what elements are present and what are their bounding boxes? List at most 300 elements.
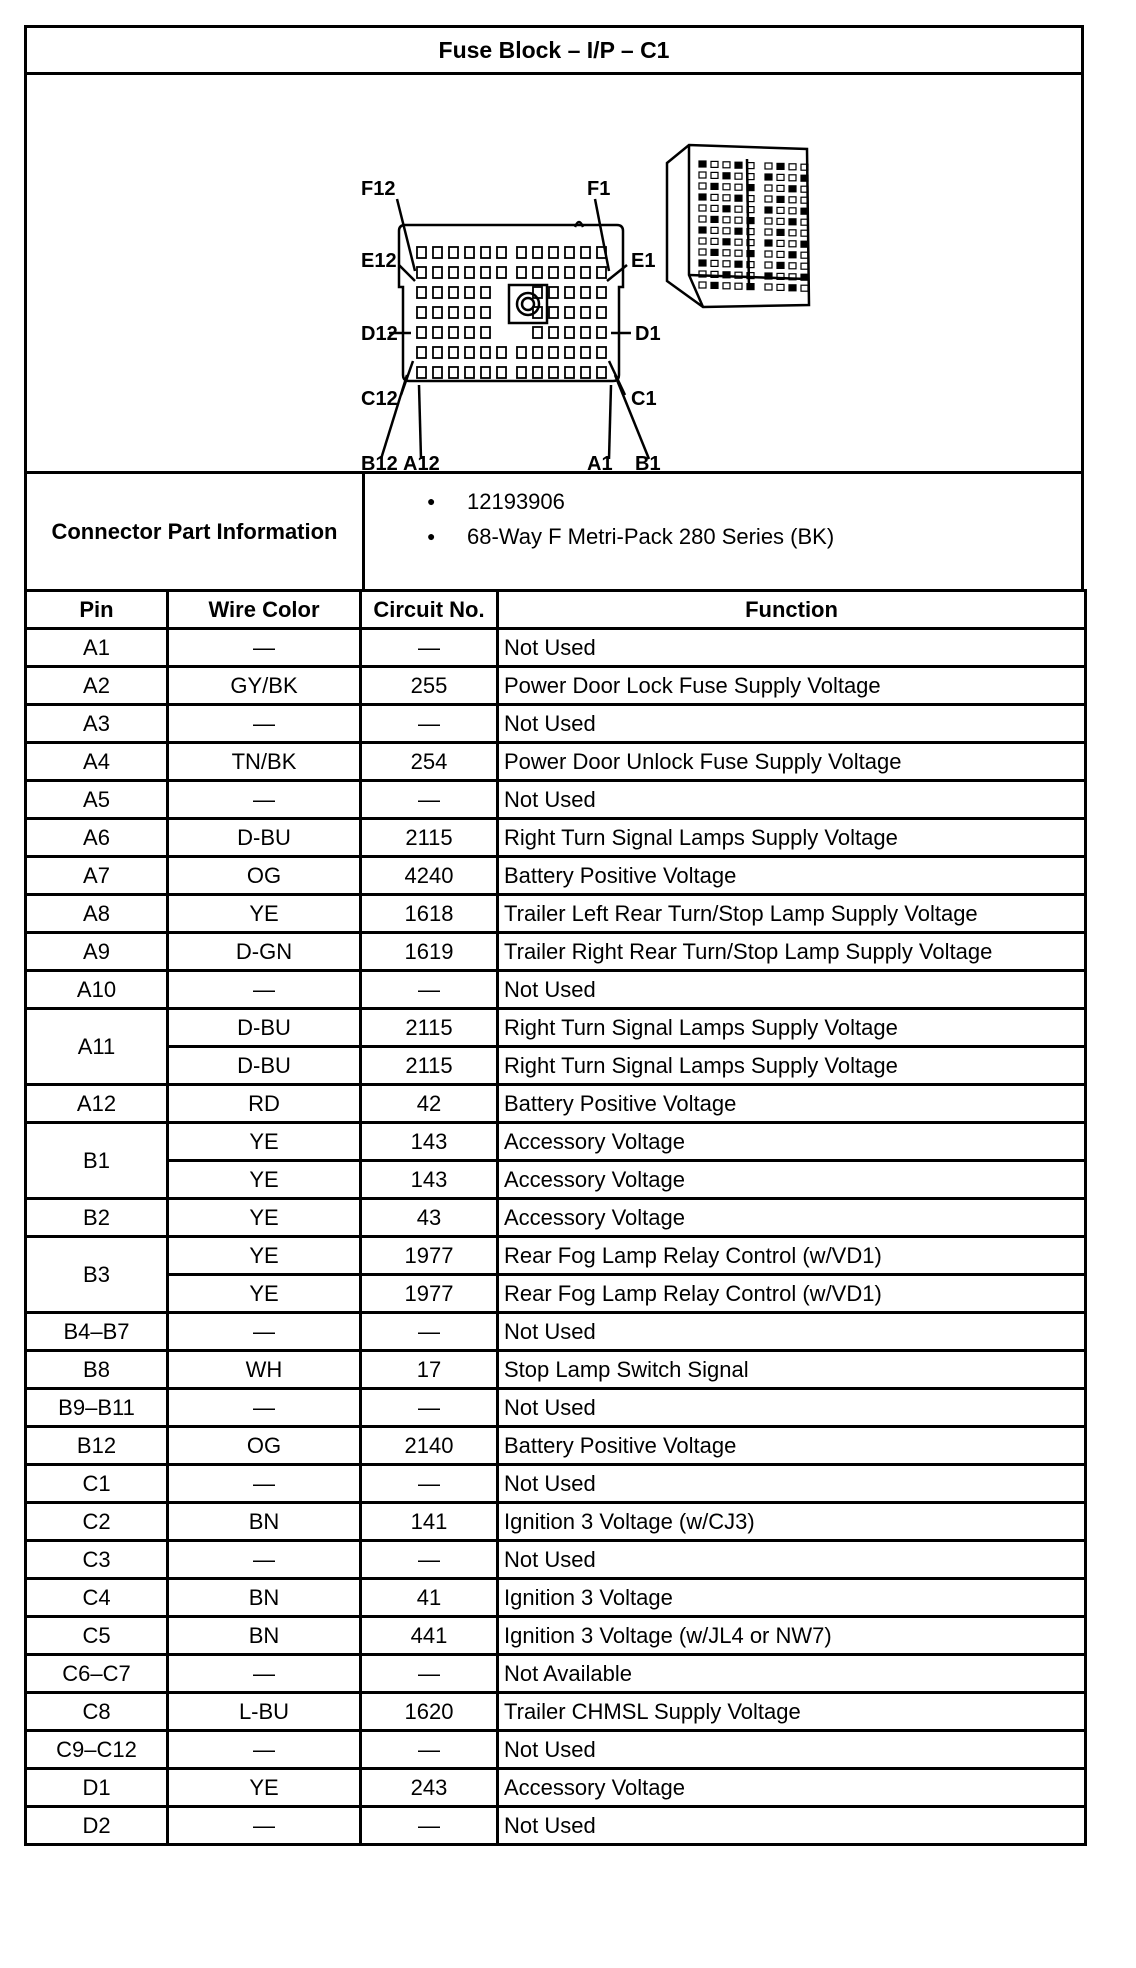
function-cell: Not Used bbox=[498, 705, 1086, 743]
function-cell: Rear Fog Lamp Relay Control (w/VD1) bbox=[498, 1275, 1086, 1313]
pin-cavity bbox=[565, 267, 574, 278]
circuit-cell: 41 bbox=[361, 1579, 498, 1617]
iso-pin-cavity bbox=[711, 194, 718, 200]
label-d1: D1 bbox=[635, 323, 661, 345]
iso-pin-cavity bbox=[735, 261, 742, 267]
connector-part-info bbox=[24, 471, 1084, 589]
pin-cavity bbox=[449, 247, 458, 258]
pin-cell: B8 bbox=[26, 1351, 168, 1389]
iso-pin-cavity bbox=[735, 283, 742, 289]
circuit-cell: — bbox=[361, 1807, 498, 1845]
iso-pin-cavity bbox=[789, 263, 796, 269]
iso-pin-cavity bbox=[735, 162, 742, 168]
label-d12: D12 bbox=[361, 323, 398, 345]
table-header-row bbox=[26, 591, 1086, 629]
pin-cell: A7 bbox=[26, 857, 168, 895]
function-cell: Right Turn Signal Lamps Supply Voltage bbox=[498, 1047, 1086, 1085]
pin-cell: B1 bbox=[26, 1123, 168, 1199]
circuit-cell: 1977 bbox=[361, 1275, 498, 1313]
iso-pin-cavity bbox=[711, 282, 718, 288]
wire-color-cell: TN/BK bbox=[168, 743, 361, 781]
part-info-label: Connector Part Information bbox=[27, 474, 365, 589]
pin-cavity bbox=[597, 347, 606, 358]
iso-pin-cavity bbox=[801, 175, 808, 181]
iso-pin-cavity bbox=[765, 174, 772, 180]
table-row bbox=[26, 1275, 1086, 1313]
table-row bbox=[26, 1161, 1086, 1199]
table-row bbox=[26, 1655, 1086, 1693]
pin-cavity bbox=[481, 287, 490, 298]
pin-cavity bbox=[581, 287, 590, 298]
function-cell: Not Used bbox=[498, 1389, 1086, 1427]
pin-cell: A8 bbox=[26, 895, 168, 933]
pinout-table bbox=[24, 589, 1087, 1846]
table-row bbox=[26, 857, 1086, 895]
pin-cavity bbox=[565, 247, 574, 258]
function-cell: Power Door Unlock Fuse Supply Voltage bbox=[498, 743, 1086, 781]
iso-pin-cavity bbox=[735, 173, 742, 179]
pin-cell: C4 bbox=[26, 1579, 168, 1617]
wire-color-cell: YE bbox=[168, 895, 361, 933]
function-cell: Not Used bbox=[498, 1731, 1086, 1769]
iso-pin-cavity bbox=[777, 229, 784, 235]
circuit-cell: — bbox=[361, 1655, 498, 1693]
iso-pin-cavity bbox=[789, 230, 796, 236]
pin-cavity bbox=[465, 347, 474, 358]
circuit-cell: — bbox=[361, 705, 498, 743]
pin-cell: D2 bbox=[26, 1807, 168, 1845]
pin-cavity bbox=[565, 327, 574, 338]
pin-cell: A5 bbox=[26, 781, 168, 819]
wire-color-cell: GY/BK bbox=[168, 667, 361, 705]
function-cell: Accessory Voltage bbox=[498, 1123, 1086, 1161]
iso-pin-cavity bbox=[699, 205, 706, 211]
wire-color-cell: BN bbox=[168, 1617, 361, 1655]
wire-color-cell: BN bbox=[168, 1503, 361, 1541]
pin-cavity bbox=[433, 267, 442, 278]
table-row bbox=[26, 1807, 1086, 1845]
function-cell: Right Turn Signal Lamps Supply Voltage bbox=[498, 819, 1086, 857]
circuit-cell: 1620 bbox=[361, 1693, 498, 1731]
iso-pin-cavity bbox=[699, 260, 706, 266]
pin-cavity bbox=[549, 287, 558, 298]
circuit-cell: 2115 bbox=[361, 1047, 498, 1085]
pin-cell: B9–B11 bbox=[26, 1389, 168, 1427]
iso-pin-cavity bbox=[801, 208, 808, 214]
iso-pin-cavity bbox=[765, 284, 772, 290]
iso-pin-cavity bbox=[735, 184, 742, 190]
iso-pin-cavity bbox=[735, 239, 742, 245]
function-cell: Battery Positive Voltage bbox=[498, 1085, 1086, 1123]
iso-pin-cavity bbox=[711, 183, 718, 189]
pin-cavity bbox=[549, 347, 558, 358]
function-cell: Not Used bbox=[498, 1807, 1086, 1845]
table-row bbox=[26, 1237, 1086, 1275]
pin-cell: A12 bbox=[26, 1085, 168, 1123]
wire-color-cell: D-BU bbox=[168, 819, 361, 857]
iso-pin-cavity bbox=[789, 219, 796, 225]
table-row bbox=[26, 1617, 1086, 1655]
function-cell: Not Used bbox=[498, 971, 1086, 1009]
function-cell: Trailer Right Rear Turn/Stop Lamp Supply Voltage bbox=[498, 933, 1086, 971]
wire-color-cell: — bbox=[168, 629, 361, 667]
table-row bbox=[26, 1389, 1086, 1427]
table-row bbox=[26, 933, 1086, 971]
pin-cell: C5 bbox=[26, 1617, 168, 1655]
iso-pin-cavity bbox=[777, 174, 784, 180]
function-cell: Not Used bbox=[498, 1313, 1086, 1351]
pin-cell: C9–C12 bbox=[26, 1731, 168, 1769]
function-cell: Right Turn Signal Lamps Supply Voltage bbox=[498, 1009, 1086, 1047]
table-row bbox=[26, 1731, 1086, 1769]
table-row bbox=[26, 1541, 1086, 1579]
circuit-cell: — bbox=[361, 1313, 498, 1351]
iso-pin-cavity bbox=[735, 195, 742, 201]
pin-cell: C3 bbox=[26, 1541, 168, 1579]
iso-pin-cavity bbox=[699, 227, 706, 233]
iso-pin-cavity bbox=[765, 273, 772, 279]
wire-color-cell: WH bbox=[168, 1351, 361, 1389]
pin-cavity bbox=[581, 367, 590, 378]
function-cell: Stop Lamp Switch Signal bbox=[498, 1351, 1086, 1389]
pin-cavity bbox=[533, 367, 542, 378]
pin-cavity bbox=[517, 347, 526, 358]
iso-pin-cavity bbox=[711, 172, 718, 178]
circuit-cell: — bbox=[361, 781, 498, 819]
circuit-cell: 255 bbox=[361, 667, 498, 705]
iso-pin-cavity bbox=[711, 161, 718, 167]
function-cell: Not Used bbox=[498, 629, 1086, 667]
pin-cavity bbox=[449, 367, 458, 378]
table-row bbox=[26, 1769, 1086, 1807]
table-row bbox=[26, 1465, 1086, 1503]
label-a12: A12 bbox=[403, 453, 440, 471]
pin-cavity bbox=[581, 267, 590, 278]
label-f12: F12 bbox=[361, 178, 396, 200]
iso-pin-cavity bbox=[789, 186, 796, 192]
circuit-cell: 143 bbox=[361, 1161, 498, 1199]
circuit-cell: 1618 bbox=[361, 895, 498, 933]
part-info-list bbox=[365, 474, 834, 589]
iso-pin-cavity bbox=[699, 161, 706, 167]
pin-cell: A3 bbox=[26, 705, 168, 743]
circuit-cell: 254 bbox=[361, 743, 498, 781]
connector-diagram bbox=[24, 72, 1084, 471]
iso-pin-cavity bbox=[777, 196, 784, 202]
circuit-cell: — bbox=[361, 1465, 498, 1503]
pin-cavity bbox=[581, 327, 590, 338]
iso-pin-cavity bbox=[789, 197, 796, 203]
iso-pin-cavity bbox=[777, 251, 784, 257]
pin-cavity bbox=[449, 267, 458, 278]
iso-pin-cavity bbox=[711, 205, 718, 211]
iso-pin-cavity bbox=[723, 283, 730, 289]
iso-pin-cavity bbox=[735, 206, 742, 212]
pin-cavity bbox=[465, 367, 474, 378]
wire-color-cell: — bbox=[168, 1731, 361, 1769]
iso-pin-cavity bbox=[765, 196, 772, 202]
pin-cavity bbox=[417, 307, 426, 318]
table-row bbox=[26, 1009, 1086, 1047]
pin-cell: A4 bbox=[26, 743, 168, 781]
function-cell: Battery Positive Voltage bbox=[498, 1427, 1086, 1465]
pin-cell: C2 bbox=[26, 1503, 168, 1541]
function-cell: Accessory Voltage bbox=[498, 1161, 1086, 1199]
iso-pin-cavity bbox=[765, 163, 772, 169]
circuit-cell: 441 bbox=[361, 1617, 498, 1655]
pin-cavity bbox=[581, 247, 590, 258]
table-row bbox=[26, 1579, 1086, 1617]
pin-cavity bbox=[433, 367, 442, 378]
pin-cavity bbox=[549, 247, 558, 258]
pin-cell: B12 bbox=[26, 1427, 168, 1465]
wire-color-cell: D-BU bbox=[168, 1009, 361, 1047]
iso-pin-cavity bbox=[711, 216, 718, 222]
pin-cavity bbox=[597, 307, 606, 318]
wire-color-cell: L-BU bbox=[168, 1693, 361, 1731]
iso-pin-cavity bbox=[723, 173, 730, 179]
table-row bbox=[26, 743, 1086, 781]
circuit-cell: 17 bbox=[361, 1351, 498, 1389]
iso-pin-cavity bbox=[723, 250, 730, 256]
pin-cavity bbox=[449, 287, 458, 298]
wire-color-cell: OG bbox=[168, 1427, 361, 1465]
iso-pin-cavity bbox=[789, 208, 796, 214]
pin-cavity bbox=[481, 347, 490, 358]
pin-cavity bbox=[517, 267, 526, 278]
pin-cavity bbox=[481, 367, 490, 378]
wire-color-cell: — bbox=[168, 971, 361, 1009]
function-cell: Power Door Lock Fuse Supply Voltage bbox=[498, 667, 1086, 705]
label-e12: E12 bbox=[361, 250, 397, 272]
wire-color-cell: — bbox=[168, 1465, 361, 1503]
iso-pin-cavity bbox=[699, 238, 706, 244]
pin-cavity bbox=[549, 327, 558, 338]
pin-cavity bbox=[417, 267, 426, 278]
pin-cavity bbox=[449, 327, 458, 338]
iso-pin-cavity bbox=[723, 184, 730, 190]
header-function: Function bbox=[498, 591, 1086, 629]
wire-color-cell: D-BU bbox=[168, 1047, 361, 1085]
pin-cavity bbox=[465, 327, 474, 338]
iso-pin-cavity bbox=[723, 162, 730, 168]
circuit-cell: 1977 bbox=[361, 1237, 498, 1275]
pin-cavity bbox=[581, 307, 590, 318]
pin-cavity bbox=[597, 287, 606, 298]
wire-color-cell: BN bbox=[168, 1579, 361, 1617]
pin-cavity bbox=[417, 287, 426, 298]
pin-cavity bbox=[481, 267, 490, 278]
iso-pin-cavity bbox=[723, 195, 730, 201]
pin-cavity bbox=[417, 327, 426, 338]
iso-pin-cavity bbox=[801, 252, 808, 258]
pin-cell: B2 bbox=[26, 1199, 168, 1237]
circuit-cell: 42 bbox=[361, 1085, 498, 1123]
table-row bbox=[26, 705, 1086, 743]
iso-pin-cavity bbox=[699, 249, 706, 255]
iso-pin-cavity bbox=[723, 206, 730, 212]
function-cell: Ignition 3 Voltage (w/JL4 or NW7) bbox=[498, 1617, 1086, 1655]
pin-cavity bbox=[533, 267, 542, 278]
iso-pin-cavity bbox=[765, 262, 772, 268]
pin-cavity bbox=[533, 347, 542, 358]
pin-cavity bbox=[449, 307, 458, 318]
pin-cell: A1 bbox=[26, 629, 168, 667]
wire-color-cell: YE bbox=[168, 1275, 361, 1313]
iso-pin-cavity bbox=[777, 262, 784, 268]
function-cell: Not Used bbox=[498, 781, 1086, 819]
table-row bbox=[26, 1693, 1086, 1731]
iso-pin-cavity bbox=[699, 183, 706, 189]
table-row bbox=[26, 1351, 1086, 1389]
wire-color-cell: YE bbox=[168, 1199, 361, 1237]
label-a1: A1 bbox=[587, 453, 613, 471]
pin-cavity bbox=[565, 287, 574, 298]
pin-cavity bbox=[497, 367, 506, 378]
pin-cavity bbox=[433, 287, 442, 298]
iso-pin-cavity bbox=[765, 207, 772, 213]
function-cell: Not Used bbox=[498, 1541, 1086, 1579]
iso-pin-cavity bbox=[711, 260, 718, 266]
pin-cavity bbox=[417, 367, 426, 378]
pin-cavity bbox=[433, 327, 442, 338]
wire-color-cell: D-GN bbox=[168, 933, 361, 971]
table-row bbox=[26, 1047, 1086, 1085]
table-row bbox=[26, 1503, 1086, 1541]
pin-cavity bbox=[433, 247, 442, 258]
iso-pin-cavity bbox=[711, 238, 718, 244]
circuit-cell: 2140 bbox=[361, 1427, 498, 1465]
circuit-cell: — bbox=[361, 629, 498, 667]
pin-cavity bbox=[533, 247, 542, 258]
table-row bbox=[26, 1123, 1086, 1161]
iso-pin-cavity bbox=[789, 164, 796, 170]
iso-pin-cavity bbox=[801, 285, 808, 291]
wire-color-cell: — bbox=[168, 781, 361, 819]
header-circuit-no: Circuit No. bbox=[361, 591, 498, 629]
pin-cavity bbox=[449, 347, 458, 358]
function-cell: Not Available bbox=[498, 1655, 1086, 1693]
circuit-cell: 243 bbox=[361, 1769, 498, 1807]
iso-pin-cavity bbox=[801, 241, 808, 247]
pin-cavity bbox=[549, 267, 558, 278]
circuit-cell: — bbox=[361, 1389, 498, 1427]
pin-cavity bbox=[497, 267, 506, 278]
connector-description: ● 68-Way F Metri-Pack 280 Series (BK) bbox=[415, 519, 834, 554]
label-b1: B1 bbox=[635, 453, 661, 471]
circuit-cell: 141 bbox=[361, 1503, 498, 1541]
iso-pin-cavity bbox=[735, 228, 742, 234]
iso-pin-cavity bbox=[747, 251, 754, 257]
pin-cavity bbox=[517, 367, 526, 378]
iso-pin-cavity bbox=[777, 218, 784, 224]
function-cell: Not Used bbox=[498, 1465, 1086, 1503]
table-row bbox=[26, 819, 1086, 857]
pin-cavity bbox=[465, 267, 474, 278]
label-b12: B12 bbox=[361, 453, 398, 471]
pin-cell: B3 bbox=[26, 1237, 168, 1313]
table-row bbox=[26, 629, 1086, 667]
pin-cavity bbox=[417, 347, 426, 358]
pin-cavity bbox=[465, 287, 474, 298]
pin-cavity bbox=[481, 247, 490, 258]
part-number: ● 12193906 bbox=[415, 484, 834, 519]
iso-pin-cavity bbox=[777, 207, 784, 213]
function-cell: Accessory Voltage bbox=[498, 1769, 1086, 1807]
function-cell: Trailer CHMSL Supply Voltage bbox=[498, 1693, 1086, 1731]
circuit-cell: 43 bbox=[361, 1199, 498, 1237]
table-row bbox=[26, 1427, 1086, 1465]
function-cell: Accessory Voltage bbox=[498, 1199, 1086, 1237]
table-row bbox=[26, 1313, 1086, 1351]
label-f1: F1 bbox=[587, 178, 611, 200]
pin-cavity bbox=[597, 367, 606, 378]
iso-pin-cavity bbox=[789, 285, 796, 291]
pin-cavity bbox=[565, 347, 574, 358]
function-cell: Ignition 3 Voltage (w/CJ3) bbox=[498, 1503, 1086, 1541]
iso-pin-cavity bbox=[765, 229, 772, 235]
iso-pin-cavity bbox=[789, 175, 796, 181]
pin-cavity bbox=[465, 247, 474, 258]
table-row bbox=[26, 1085, 1086, 1123]
pin-cavity bbox=[481, 307, 490, 318]
iso-pin-cavity bbox=[699, 216, 706, 222]
iso-pin-cavity bbox=[777, 240, 784, 246]
pin-cavity bbox=[565, 307, 574, 318]
iso-pin-cavity bbox=[765, 240, 772, 246]
wire-color-cell: — bbox=[168, 1807, 361, 1845]
pinout-table-body bbox=[26, 629, 1086, 1845]
iso-pin-cavity bbox=[699, 194, 706, 200]
iso-pin-cavity bbox=[777, 163, 784, 169]
iso-pin-cavity bbox=[711, 249, 718, 255]
wire-color-cell: YE bbox=[168, 1237, 361, 1275]
pin-cavity bbox=[497, 347, 506, 358]
function-cell: Battery Positive Voltage bbox=[498, 857, 1086, 895]
page-title: Fuse Block – I/P – C1 bbox=[24, 25, 1084, 72]
label-c12: C12 bbox=[361, 388, 398, 410]
circuit-cell: 143 bbox=[361, 1123, 498, 1161]
label-e1: E1 bbox=[631, 250, 656, 272]
iso-pin-cavity bbox=[699, 172, 706, 178]
table-row bbox=[26, 971, 1086, 1009]
pin-cavity bbox=[549, 367, 558, 378]
pin-cell: A11 bbox=[26, 1009, 168, 1085]
table-row bbox=[26, 1199, 1086, 1237]
iso-pin-cavity bbox=[723, 272, 730, 278]
wire-color-cell: YE bbox=[168, 1769, 361, 1807]
table-row bbox=[26, 895, 1086, 933]
circuit-cell: — bbox=[361, 1731, 498, 1769]
iso-pin-cavity bbox=[777, 284, 784, 290]
circuit-cell: — bbox=[361, 971, 498, 1009]
wire-color-cell: — bbox=[168, 1655, 361, 1693]
circuit-cell: 4240 bbox=[361, 857, 498, 895]
pin-cell: A9 bbox=[26, 933, 168, 971]
pin-cavity bbox=[497, 247, 506, 258]
pin-cell: C6–C7 bbox=[26, 1655, 168, 1693]
pin-cavity bbox=[597, 267, 606, 278]
connector-sheet bbox=[24, 25, 1084, 1846]
iso-pin-cavity bbox=[711, 227, 718, 233]
wire-color-cell: RD bbox=[168, 1085, 361, 1123]
function-cell: Ignition 3 Voltage bbox=[498, 1579, 1086, 1617]
wire-color-cell: OG bbox=[168, 857, 361, 895]
iso-pin-cavity bbox=[723, 228, 730, 234]
pin-cavity bbox=[481, 327, 490, 338]
iso-pin-cavity bbox=[765, 218, 772, 224]
pin-cavity bbox=[433, 307, 442, 318]
